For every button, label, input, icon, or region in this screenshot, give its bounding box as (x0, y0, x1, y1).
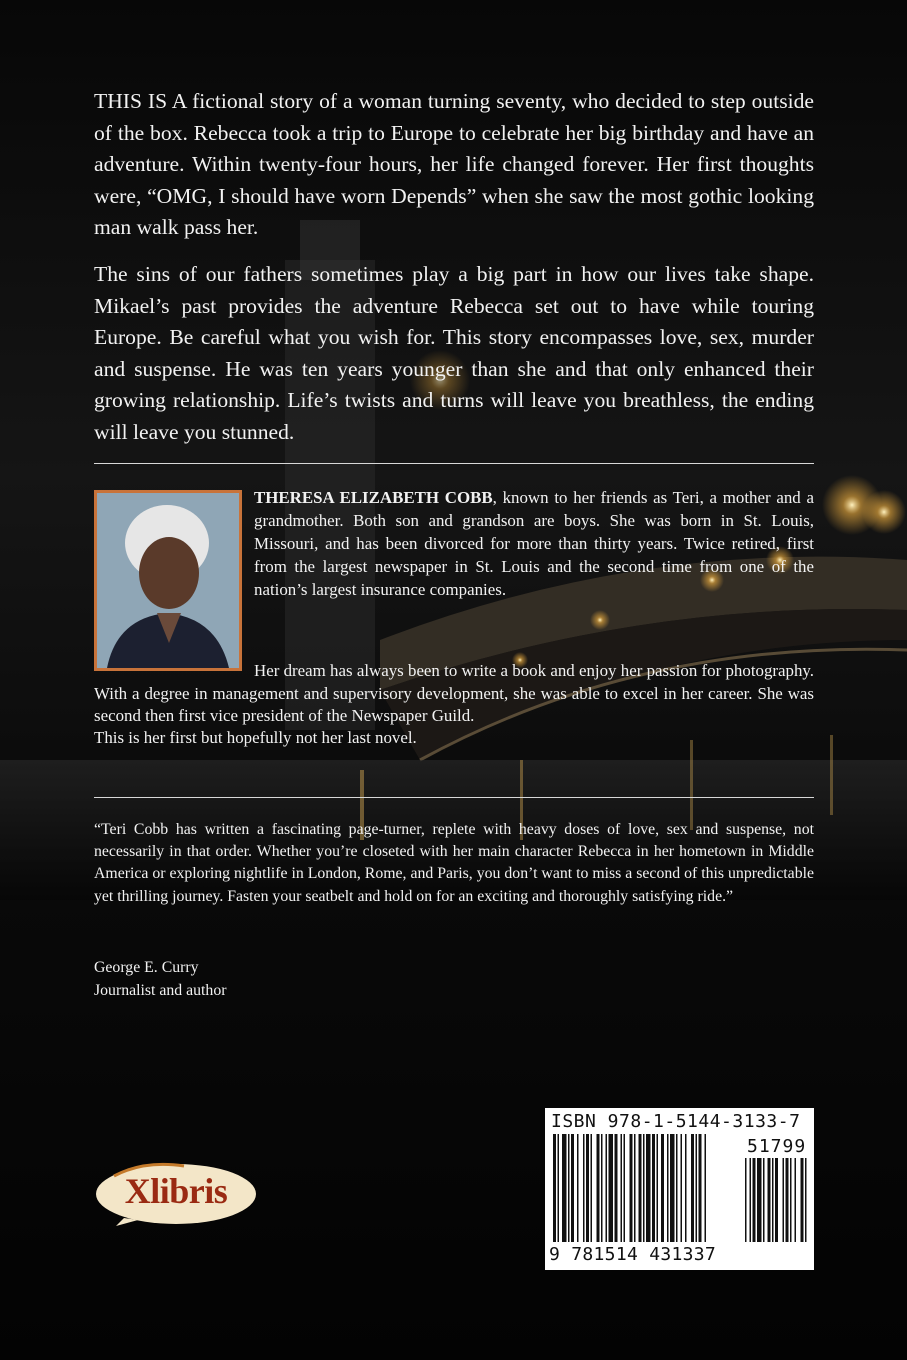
reviewer-name: George E. Curry (94, 959, 199, 976)
author-bio-3: This is her first but hopefully not her last novel. (94, 728, 417, 747)
author-bio-2: Her dream has always been to write a book and enjoy her passion for photography. With a degree in management and supervisory development, she was able to excel in her career. She was second then first vice president of the Newspaper Guild. (94, 661, 814, 725)
publisher-logo (94, 1158, 258, 1228)
isbn-label: ISBN 978-1-5144-3133-7 (551, 1111, 801, 1132)
barcode-bars (545, 1134, 814, 1246)
isbn-barcode (545, 1108, 814, 1270)
divider-top (94, 463, 814, 464)
reviewer-title: Journalist and author (94, 981, 227, 999)
author-photo (94, 490, 242, 671)
blurb-paragraph-1: THIS IS A fictional story of a woman turning seventy, who decided to step outside of the box. Rebecca took a trip to Europe to celebrate her big birthday and have an adventure. Within twenty-four hours, her life changed forever. Her first thoughts were, “OMG, I should have worn Depends” when she saw the most gothic looking man walk pass her. (94, 89, 814, 239)
author-bio-1-text: , known to her friends as Teri, a mother and a grandmother. Both son and grandson are boys. She was born in St. Louis, Missouri, and has been divorced for more than thirty years. Twice retired, first from the largest newspaper in St. Louis and the second time from one of the nation’s largest insurance companies. (254, 488, 814, 599)
review-quote: “Teri Cobb has written a fascinating page-turner, replete with heavy doses of love, sex and suspense, not necessarily in that order. Whether you’re closeted with her main character Rebecca in her hometown in Middle America or exploring nightlife in London, Rome, and Paris, you don’t want to miss a second of this unpredictable yet thrilling journey. Fasten your seatbelt and hold on for an exciting and thoroughly satisfying ride.” (94, 821, 814, 905)
review-attribution (94, 957, 494, 1002)
author-name: THERESA ELIZABETH COBB (254, 488, 493, 507)
author-bio-1 (254, 486, 814, 601)
barcode-digits: 9 781514 431337 (549, 1244, 717, 1265)
blurb-paragraph-2: The sins of our fathers sometimes play a big part in how our lives take shape. Mikael’s past provides the adventure Rebecca set out to have while touring Europe. Be careful what you wish for. This story encompasses love, sex, murder and suspense. He was ten years younger than she and that only enhanced their growing relationship. Life’s twists and turns will leave you breathless, the ending will leave you stunned. (94, 262, 814, 444)
publisher-logo-text: Xlibris (124, 1171, 228, 1211)
divider-bottom (94, 797, 814, 798)
price-addon: 51799 (747, 1136, 807, 1157)
